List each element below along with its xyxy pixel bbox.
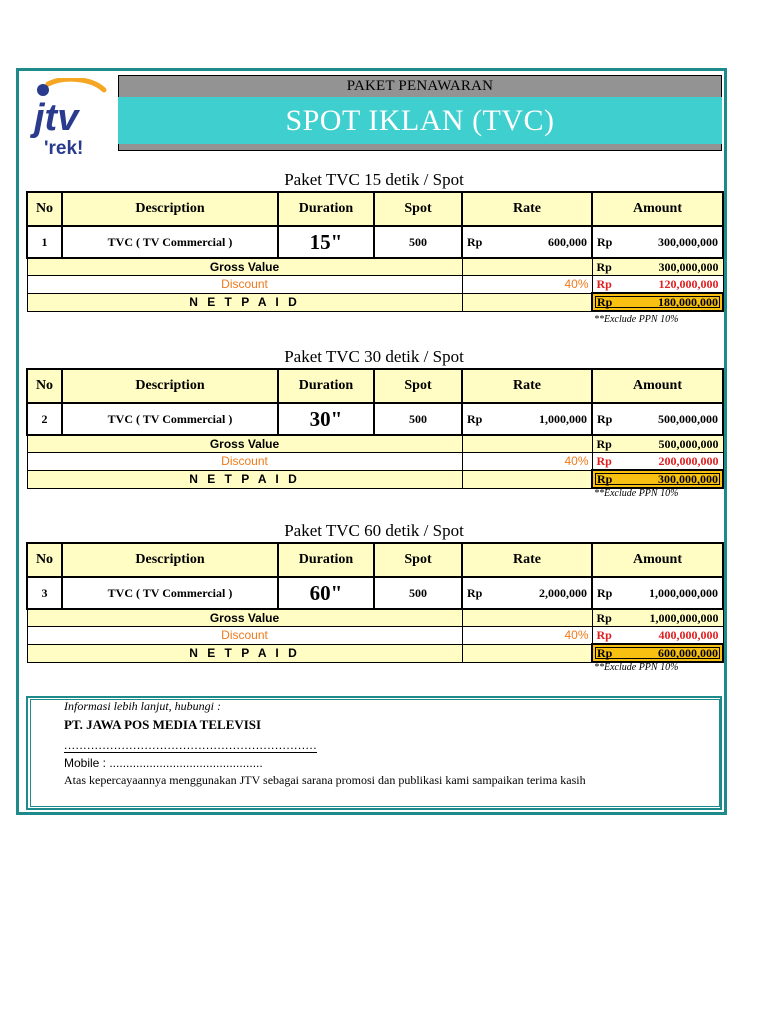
net-row <box>27 644 723 662</box>
net-amount <box>592 644 723 662</box>
col-header-amount: Amount <box>592 543 723 577</box>
row-rate <box>462 226 592 258</box>
banner-bottom-strip <box>118 144 722 151</box>
row-duration: 60" <box>278 577 374 609</box>
price-table <box>26 368 724 489</box>
col-header-rate: Rate <box>462 192 592 226</box>
discount-amount <box>592 276 723 294</box>
jtv-logo <box>30 78 114 158</box>
currency-label: Rp <box>596 627 612 642</box>
col-header-duration: Duration <box>278 543 374 577</box>
banner-subtitle: PAKET PENAWARAN <box>346 78 494 94</box>
contact-box-inner <box>30 699 720 807</box>
row-amount <box>592 577 723 609</box>
rate-value: 1,000,000 <box>539 411 587 426</box>
discount-percent: 40% <box>462 276 592 294</box>
discount-value: 400,000,000 <box>658 627 719 642</box>
gross-blank <box>462 435 592 453</box>
discount-label: Discount <box>27 276 462 294</box>
contact-info: Informasi lebih lanjut, hubungi : <box>64 699 221 713</box>
contact-thanks: Atas kepercayaannya menggunakan JTV sebagai sarana promosi dan publikasi kami sampaikan terima kasih <box>64 773 586 787</box>
gross-blank <box>462 609 592 627</box>
net-amount <box>592 293 723 311</box>
gross-amount <box>592 258 723 276</box>
gross-amount <box>592 435 723 453</box>
col-header-no: No <box>27 369 62 403</box>
page-title: SPOT IKLAN (TVC) <box>285 104 555 137</box>
currency-label: Rp <box>596 610 612 625</box>
discount-label: Discount <box>27 627 462 645</box>
row-rate <box>462 577 592 609</box>
logo-text: jtv <box>34 97 79 139</box>
gross-value: 500,000,000 <box>658 436 719 451</box>
logo-tagline: 'rek! <box>44 138 84 158</box>
net-value: 300,000,000 <box>658 471 718 486</box>
discount-amount <box>592 453 723 471</box>
row-spot: 500 <box>374 577 462 609</box>
net-value: 180,000,000 <box>658 294 718 309</box>
price-table <box>26 542 724 663</box>
currency-label: Rp <box>596 453 612 468</box>
gross-amount <box>592 609 723 627</box>
row-description: TVC ( TV Commercial ) <box>62 577 278 609</box>
col-header-description: Description <box>62 369 278 403</box>
discount-amount <box>592 627 723 645</box>
gross-label: Gross Value <box>27 258 462 276</box>
discount-percent: 40% <box>462 627 592 645</box>
net-label: N E T P A I D <box>27 644 462 662</box>
table-header-row <box>27 192 723 226</box>
tax-note: **Exclude PPN 10% <box>594 662 679 673</box>
row-duration: 15" <box>278 226 374 258</box>
package-title: Paket TVC 60 detik / Spot <box>284 521 464 540</box>
discount-row <box>27 453 723 471</box>
row-description: TVC ( TV Commercial ) <box>62 226 278 258</box>
table-row <box>27 403 723 435</box>
col-header-spot: Spot <box>374 192 462 226</box>
col-header-amount: Amount <box>592 369 723 403</box>
contact-dots: .................................................................. <box>64 738 318 752</box>
net-value: 600,000,000 <box>658 645 718 660</box>
currency-label: Rp <box>597 585 613 600</box>
currency-label: Rp <box>596 259 612 274</box>
package-title: Paket TVC 30 detik / Spot <box>284 347 464 366</box>
tax-note: **Exclude PPN 10% <box>594 488 679 499</box>
amount-value: 300,000,000 <box>658 234 718 249</box>
gross-row <box>27 258 723 276</box>
currency-label: Rp <box>467 411 483 426</box>
discount-value: 200,000,000 <box>658 453 719 468</box>
row-description: TVC ( TV Commercial ) <box>62 403 278 435</box>
gross-row <box>27 435 723 453</box>
col-header-duration: Duration <box>278 369 374 403</box>
currency-label: Rp <box>467 234 483 249</box>
col-header-description: Description <box>62 543 278 577</box>
discount-row <box>27 276 723 294</box>
col-header-no: No <box>27 192 62 226</box>
currency-label: Rp <box>596 276 612 291</box>
gross-value: 1,000,000,000 <box>649 610 719 625</box>
net-blank <box>462 644 592 662</box>
row-duration: 30" <box>278 403 374 435</box>
gross-row <box>27 609 723 627</box>
row-amount <box>592 226 723 258</box>
rate-value: 2,000,000 <box>539 585 587 600</box>
discount-percent: 40% <box>462 453 592 471</box>
col-header-spot: Spot <box>374 369 462 403</box>
currency-label: Rp <box>597 471 613 486</box>
table-row <box>27 577 723 609</box>
net-row <box>27 293 723 311</box>
contact-mobile: Mobile : .............................................. <box>64 756 263 770</box>
net-blank <box>462 293 592 311</box>
col-header-no: No <box>27 543 62 577</box>
row-spot: 500 <box>374 226 462 258</box>
tax-note: **Exclude PPN 10% <box>594 314 679 325</box>
table-header-row <box>27 369 723 403</box>
amount-value: 500,000,000 <box>658 411 718 426</box>
net-label: N E T P A I D <box>27 470 462 488</box>
currency-label: Rp <box>597 411 613 426</box>
package-title: Paket TVC 15 detik / Spot <box>284 170 464 189</box>
price-table <box>26 191 724 312</box>
gross-blank <box>462 258 592 276</box>
net-row <box>27 470 723 488</box>
row-rate <box>462 403 592 435</box>
row-no: 3 <box>27 577 62 609</box>
col-header-duration: Duration <box>278 192 374 226</box>
gross-label: Gross Value <box>27 609 462 627</box>
currency-label: Rp <box>597 645 613 660</box>
table-header-row <box>27 543 723 577</box>
col-header-amount: Amount <box>592 192 723 226</box>
contact-company: PT. JAWA POS MEDIA TELEVISI <box>64 717 262 732</box>
row-no: 1 <box>27 226 62 258</box>
discount-label: Discount <box>27 453 462 471</box>
col-header-rate: Rate <box>462 543 592 577</box>
row-spot: 500 <box>374 403 462 435</box>
contact-name-blank <box>64 738 317 753</box>
col-header-rate: Rate <box>462 369 592 403</box>
col-header-spot: Spot <box>374 543 462 577</box>
amount-value: 1,000,000,000 <box>649 585 718 600</box>
net-label: N E T P A I D <box>27 293 462 311</box>
gross-label: Gross Value <box>27 435 462 453</box>
currency-label: Rp <box>596 436 612 451</box>
discount-row <box>27 627 723 645</box>
row-amount <box>592 403 723 435</box>
net-blank <box>462 470 592 488</box>
rate-value: 600,000 <box>548 234 587 249</box>
discount-value: 120,000,000 <box>658 276 719 291</box>
net-amount <box>592 470 723 488</box>
currency-label: Rp <box>597 294 613 309</box>
currency-label: Rp <box>597 234 613 249</box>
table-row <box>27 226 723 258</box>
gross-value: 300,000,000 <box>658 259 719 274</box>
currency-label: Rp <box>467 585 483 600</box>
col-header-description: Description <box>62 192 278 226</box>
row-no: 2 <box>27 403 62 435</box>
